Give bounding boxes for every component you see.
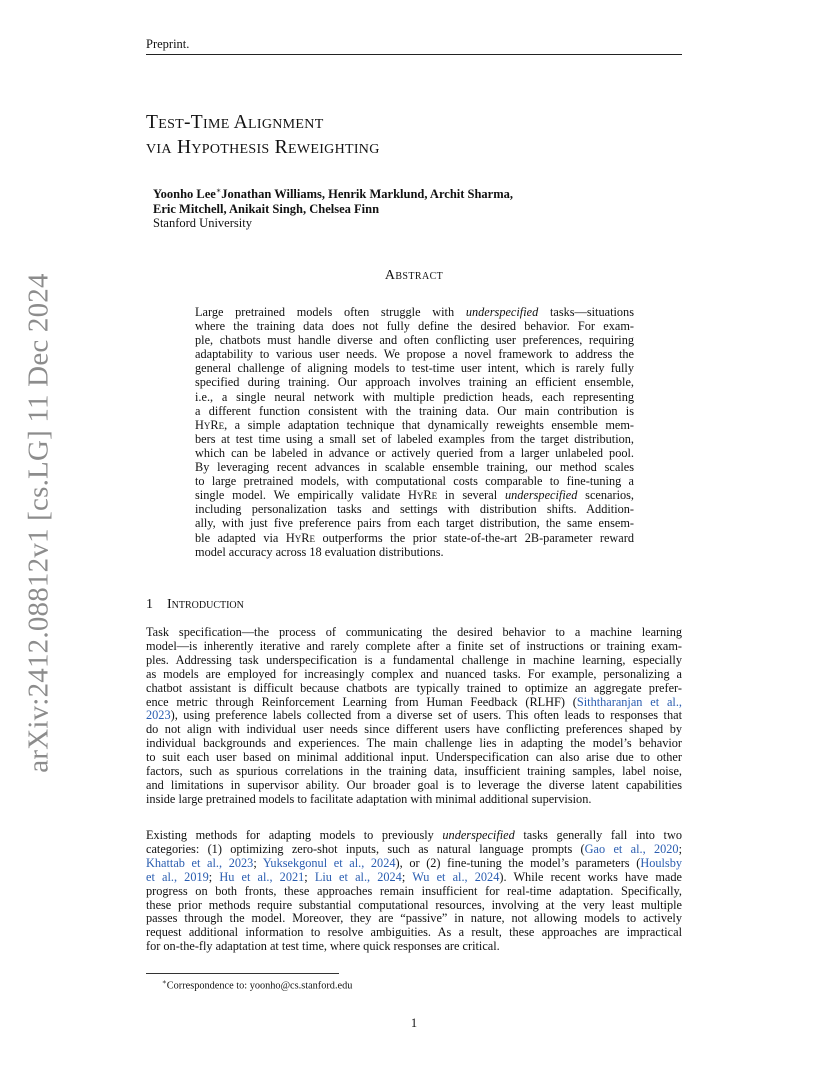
citation-link[interactable]: Hu et al., 2021 (219, 869, 305, 884)
first-author: Yoonho Lee (153, 187, 216, 202)
author-footnote-mark: ∗ (215, 186, 222, 195)
author-line-2: Eric Mitchell, Anikait Singh, Chelsea Finn (153, 201, 380, 216)
header-label: Preprint. (146, 37, 190, 51)
intro-paragraph-1-line: and limitations in supervisor ability. Our broader goal is to leverage the diverse latent capabilities (146, 777, 682, 792)
page-number: 1 (410, 1016, 418, 1030)
intro-paragraph-2-line: request additional information to resolve ambiguities. As a result, these approaches are impractical (146, 925, 682, 940)
intro-paragraph-2 (146, 829, 682, 954)
title-line-1: Test-Time Alignment (146, 112, 324, 133)
intro-paragraph-1-line: to suit each user based on minimal additional input. Underspecification can also arise due to other (146, 750, 682, 765)
abstract-line: By leveraging recent advances in scalable ensemble training, our method scales (195, 460, 634, 475)
abstract-body (195, 305, 634, 559)
footnote-rule (146, 973, 339, 974)
author-block (153, 184, 513, 231)
intro-paragraph-2-line: Khattab et al., 2023; Yuksekgonul et al., 2024), or (2) fine-tuning the model’s parameters (Houlsby (146, 855, 682, 870)
abstract-line: ble adapted via HyRe outperforms the prior state-of-the-art 2B-parameter reward (195, 530, 634, 545)
author-line-1-rest: Jonathan Williams, Henrik Marklund, Archit Sharma, (221, 187, 514, 202)
affiliation: Stanford University (153, 216, 252, 231)
abstract-line: to large pretrained models, with computational costs comparable to fine-tuning a (195, 474, 634, 489)
intro-paragraph-2-line: Existing methods for adapting models to previously underspecified tasks generally fall into two (146, 828, 682, 842)
intro-paragraph-1-line: ples. Addressing task underspecification is a fundamental challenge in machine learning, especially (146, 652, 682, 667)
intro-paragraph-1-line: ence metric through Reinforcement Learning from Human Feedback (RLHF) (Siththaranjan et al., (146, 694, 682, 709)
intro-paragraph-1-line: as models are employed for increasingly complex and nuanced tasks. For example, personalizing a (146, 666, 682, 681)
abstract-line: which can be labeled in advance or actively queried from a larger unlabeled pool. (195, 445, 634, 460)
abstract-line: adaptability to various user needs. We propose a novel framework to address the (195, 347, 634, 362)
abstract-line: model accuracy across 18 evaluation distributions. (195, 544, 444, 559)
intro-paragraph-1-line: chatbot assistant is difficult because chatbots are typically trained to optimize an aggregate prefer- (146, 680, 682, 695)
footnote-text: Correspondence to: yoonho@cs.stanford.edu (166, 980, 353, 992)
citation-link[interactable]: Khattab et al., 2023 (146, 855, 254, 870)
citation-link[interactable]: et al., 2019 (146, 869, 209, 884)
author-line-1 (153, 184, 513, 202)
abstract-line: HyRe, a simple adaptation technique that dynamically reweights ensemble mem- (195, 417, 634, 432)
intro-paragraph-1-line: Task specification—the process of communicating the desired behavior to a machine learning (146, 625, 682, 639)
intro-paragraph-2-line: et al., 2019; Hu et al., 2021; Liu et al., 2024; Wu et al., 2024). While recent works have made (146, 869, 682, 884)
citation-link[interactable]: Gao et al., 2020 (584, 841, 679, 856)
footnote (162, 978, 352, 991)
citation-link[interactable]: 2023 (146, 708, 171, 723)
abstract-line: general challenge of aligning models to test-time user intent, which is rarely fully (195, 361, 634, 376)
intro-paragraph-1 (146, 626, 682, 807)
title-line-2: via Hypothesis Reweighting (146, 137, 380, 158)
footnote-mark: ∗ (162, 978, 167, 986)
intro-paragraph-1-line: 2023), using preference labels collected from a diverse set of users. This often leads to responses that (146, 708, 682, 723)
abstract-line: including personalization tasks and settings with distribution shifts. Addition- (195, 502, 634, 517)
section-number: 1 (146, 597, 153, 612)
arxiv-identifier: arXiv:2412.08812v1 [cs.LG] 11 Dec 2024 (22, 273, 55, 773)
section-title: Introduction (167, 597, 244, 612)
abstract-line: ally, with just five preference pairs from each target distribution, the same ensem- (195, 516, 634, 531)
intro-paragraph-1-line: individual backgrounds and experiences. The main challenge lies in adapting the model’s behavior (146, 736, 682, 751)
citation-link[interactable]: Yuksekgonul et al., 2024 (262, 855, 396, 870)
abstract-line: i.e., a single neural network with multiple prediction heads, each representing (195, 389, 634, 404)
intro-paragraph-2-line: categories: (1) optimizing zero-shot inputs, such as natural language prompts (Gao et al., 2020; (146, 841, 682, 856)
intro-paragraph-2-line: progress on both fronts, these approaches remain insufficient for real-time adaptation. Specifically, (146, 883, 682, 898)
abstract-heading: Abstract (384, 268, 444, 283)
citation-link[interactable]: Houlsby (640, 855, 682, 870)
section-heading (146, 597, 244, 613)
intro-paragraph-2-line: these prior methods require substantial computational resources, involving at the very least multiple (146, 897, 682, 912)
abstract-line: bers at test time using a small set of labeled examples from the target distribution, (195, 431, 634, 446)
abstract-line: single model. We empirically validate HyRe in several underspecified scenarios, (195, 488, 634, 503)
running-header (146, 36, 682, 55)
citation-link[interactable]: Liu et al., 2024 (314, 869, 402, 884)
abstract-line: specified during training. Our approach involves training an efficient ensemble, (195, 375, 634, 390)
arxiv-watermark (16, 273, 62, 773)
intro-paragraph-1-line: factors, such as spurious correlations in the training data, insufficient training samples, label noise, (146, 764, 682, 779)
abstract-line: where the training data does not fully define the desired behavior. For exam- (195, 319, 634, 334)
abstract-line: Large pretrained models often struggle with underspecified tasks—situations (195, 305, 634, 319)
citation-link[interactable]: Wu et al., 2024 (412, 869, 500, 884)
paper-title (146, 110, 380, 160)
intro-paragraph-1-line: model—is inherently iterative and rarely complete after a finite set of instructions or training exam- (146, 638, 682, 653)
abstract-line: ple, chatbots must handle diverse and often conflicting user preferences, requiring (195, 333, 634, 348)
intro-paragraph-2-line: passes through the model. Moreover, they are “passive” in nature, not allowing models to actively (146, 911, 682, 926)
intro-paragraph-2-line: for on-the-fly adaptation at test time, where quick responses are critical. (146, 939, 500, 954)
citation-link[interactable]: Siththaranjan et al., (576, 694, 682, 709)
intro-paragraph-1-line: inside large pretrained models to facilitate adaptation with minimal additional supervision. (146, 791, 592, 806)
intro-paragraph-1-line: do not align with individual user needs since different users have conflicting preferences shaped by (146, 722, 682, 737)
abstract-line: a different function consistent with the training data. Our main contribution is (195, 403, 634, 418)
